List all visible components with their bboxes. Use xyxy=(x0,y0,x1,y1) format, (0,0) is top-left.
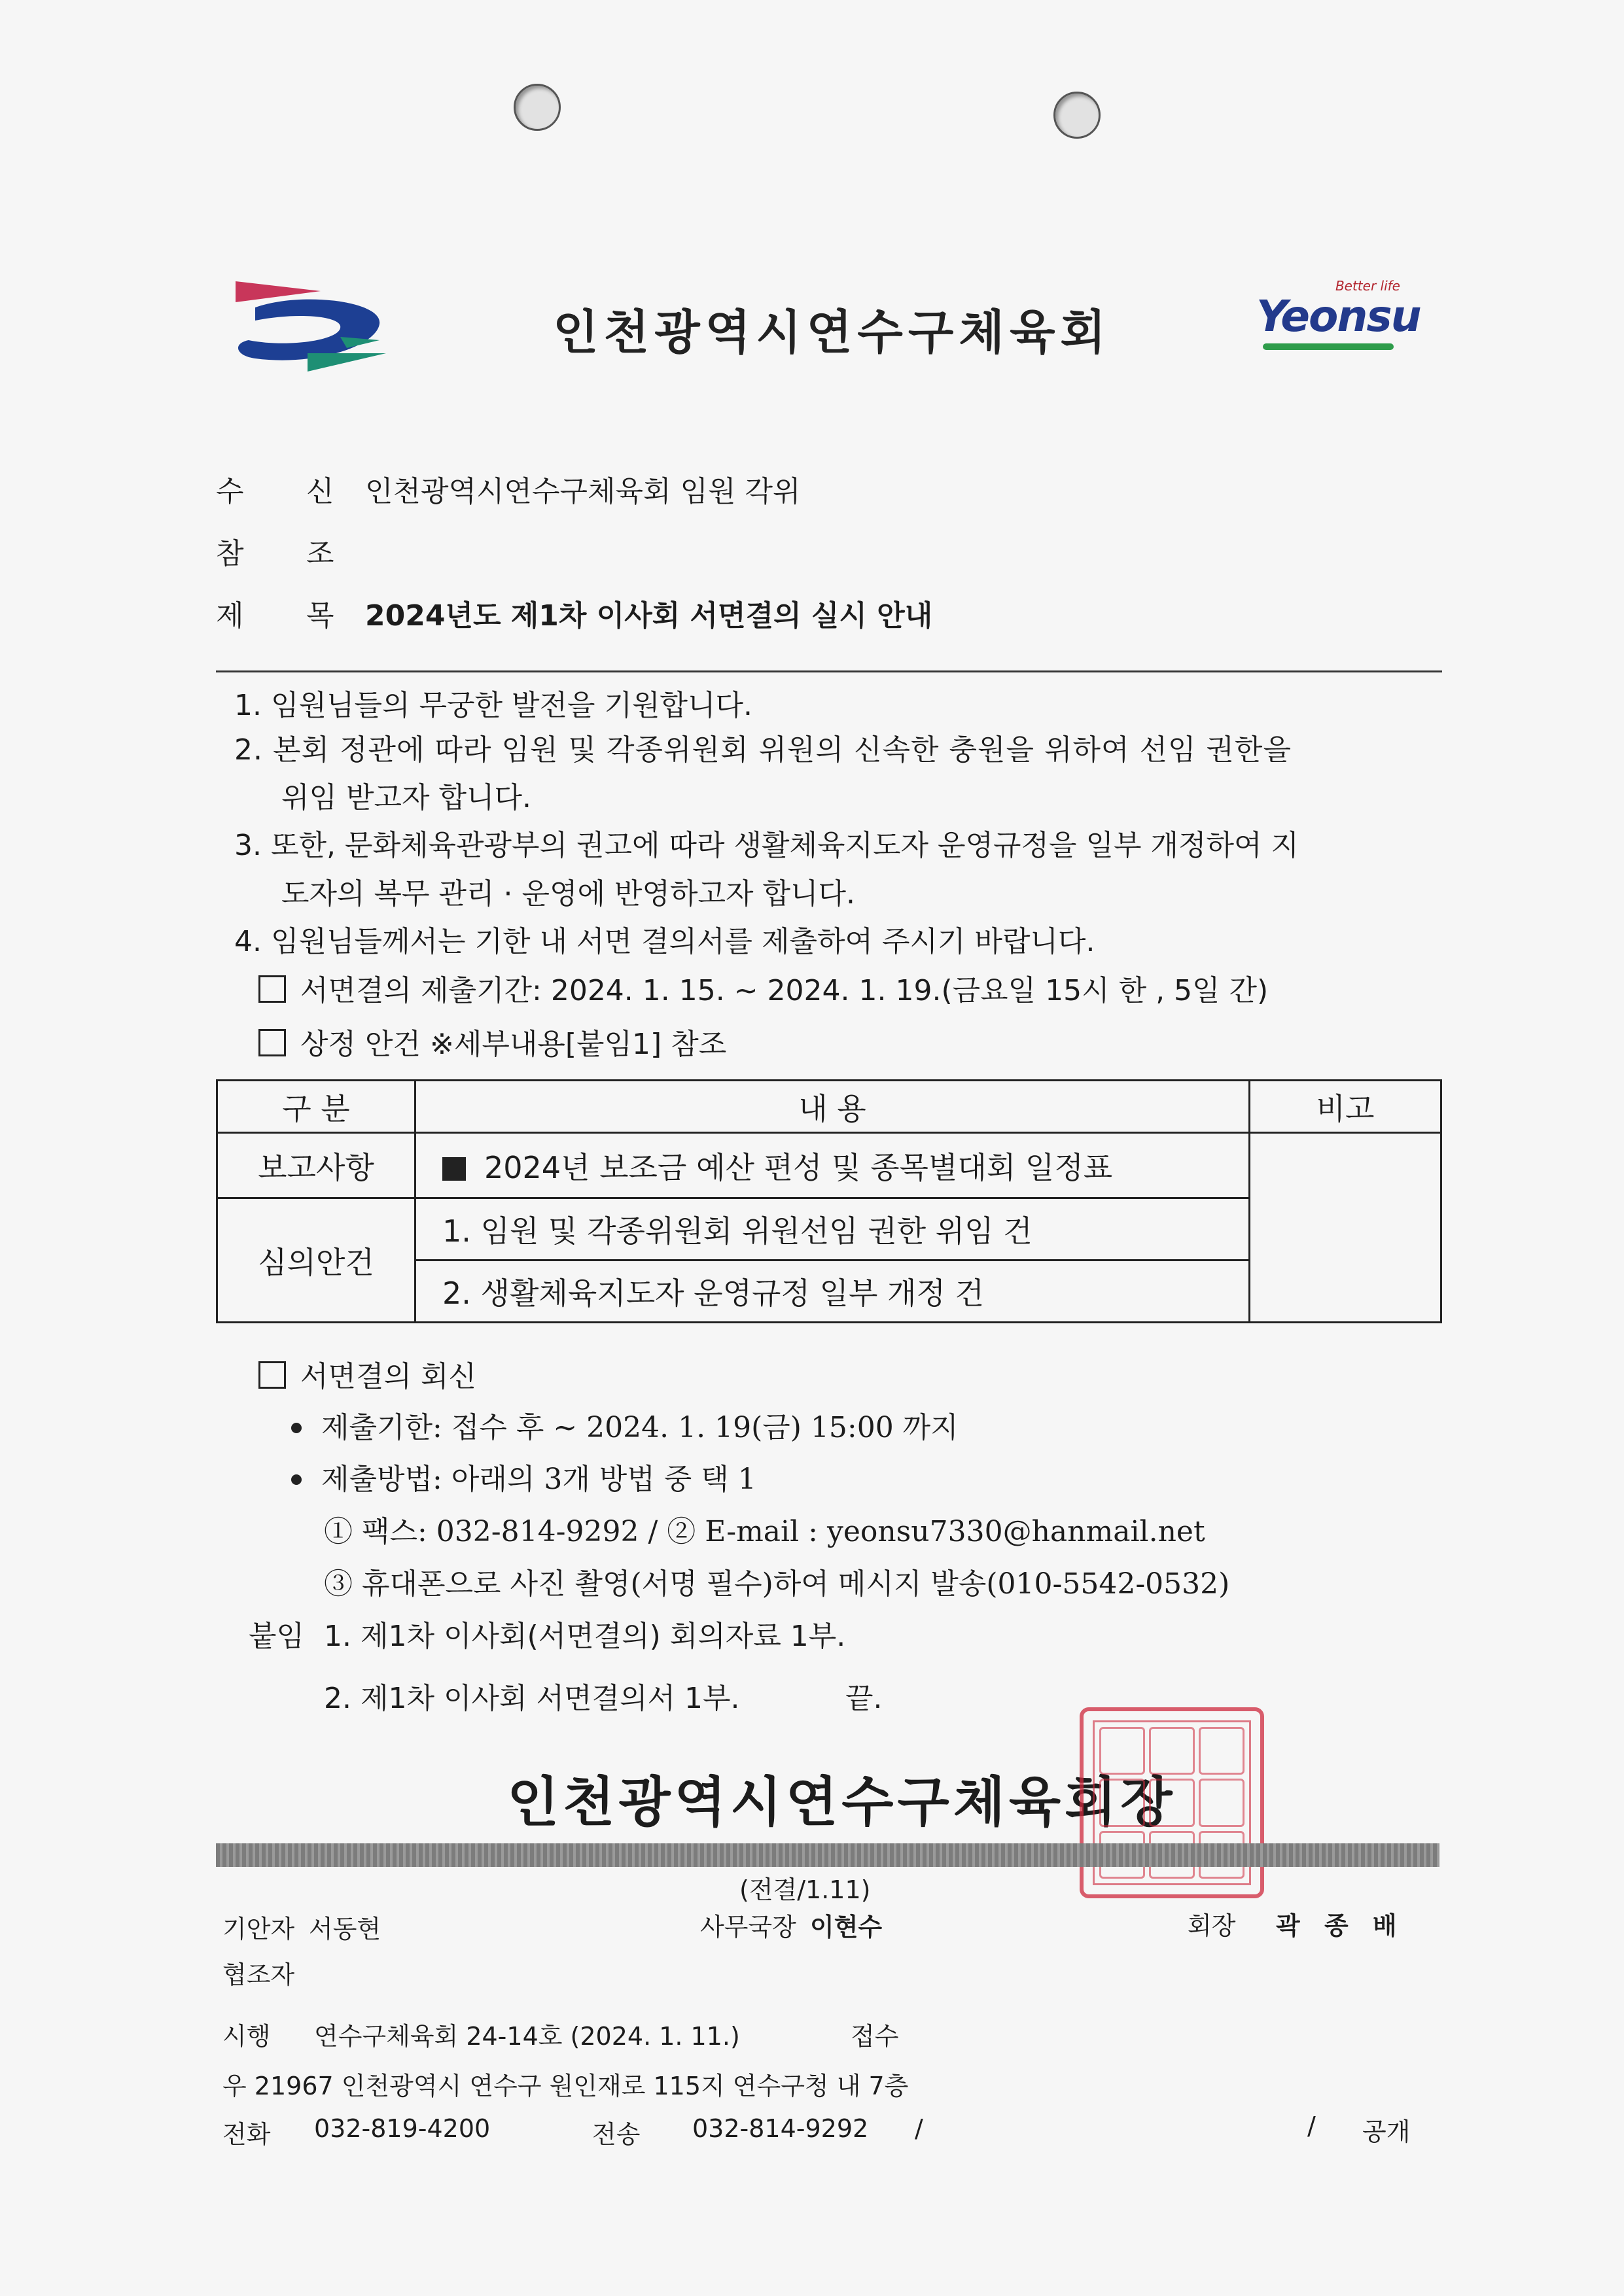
reference-label-1: 참 xyxy=(216,537,244,570)
bullet-icon xyxy=(291,1474,302,1485)
punch-hole-right xyxy=(1053,92,1101,139)
drafter-label: 기안자 xyxy=(222,1915,295,1943)
drafter-name: 서동현 xyxy=(309,1915,381,1943)
disclosure-status: 공개 xyxy=(1362,2117,1411,2146)
fax-label: 전송 xyxy=(592,2120,641,2149)
subject-label-1: 제 xyxy=(216,599,244,633)
yeonsu-logo xyxy=(1256,278,1421,357)
separator-slash-2: / xyxy=(1307,2112,1316,2140)
attachment-label: 붙임 xyxy=(249,1620,305,1653)
paragraph-2a: 2. 본회 정관에 따라 임원 및 각종위원회 위원의 신속한 충원을 위하여 선임 권한을 xyxy=(234,733,1292,767)
punch-hole-left xyxy=(514,84,561,131)
checkbox-icon xyxy=(258,1029,286,1056)
attachment-item-1: 1. 제1차 이사회(서면결의) 회의자료 1부. xyxy=(324,1620,846,1653)
reply-method-text: 제출방법: 아래의 3개 방법 중 택 1 xyxy=(321,1463,756,1496)
table-note-cell xyxy=(1250,1133,1441,1323)
agenda-text: 상정 안건 ※세부내용[붙임1] 참조 xyxy=(300,1028,727,1061)
separator-slash-1: / xyxy=(915,2114,923,2143)
secretary-label: 사무국장 xyxy=(700,1913,796,1941)
agenda-item xyxy=(258,1020,726,1062)
table-header-category: 구 분 xyxy=(217,1081,415,1133)
reply-option-fax-email: ① 팩스: 032-814-9292 / ② E-mail : yeonsu7330@hanmail.net xyxy=(324,1515,1205,1548)
secretary-name: 이현수 xyxy=(810,1913,883,1941)
table-row-review-content-2: 2. 생활체육지도자 운영규정 일부 개정 건 xyxy=(415,1261,1250,1323)
footer-gray-bar xyxy=(216,1843,1439,1867)
reference-label-2: 조 xyxy=(306,537,334,570)
table-row-report-content xyxy=(415,1133,1250,1198)
paragraph-1: 1. 임원님들의 무궁한 발전을 기원합니다. xyxy=(234,689,752,722)
agenda-table xyxy=(216,1079,1442,1323)
subject-label-2: 목 xyxy=(306,599,334,633)
reply-option-phone: ③ 휴대폰으로 사진 촬영(서명 필수)하여 메시지 발송(010-5542-0532) xyxy=(324,1567,1230,1601)
president-name: 곽 종 배 xyxy=(1276,1911,1405,1940)
checkbox-icon xyxy=(258,1361,286,1389)
table-header-note: 비고 xyxy=(1250,1081,1441,1133)
president-label: 회장 xyxy=(1188,1911,1236,1940)
recipient-label-2: 신 xyxy=(306,475,334,508)
official-seal-stamp xyxy=(1080,1707,1264,1898)
reply-section-title xyxy=(258,1353,476,1395)
phone-label: 전화 xyxy=(222,2120,271,2149)
table-header-content: 내 용 xyxy=(415,1081,1250,1133)
reply-title-text: 서면결의 회신 xyxy=(300,1360,477,1393)
yeonsu-logo-swoosh xyxy=(1263,343,1394,350)
paragraph-2b: 위임 받고자 합니다. xyxy=(281,781,531,814)
table-row-report-category: 보고사항 xyxy=(217,1133,415,1198)
org-emblem-logo xyxy=(229,275,393,373)
receipt-label: 접수 xyxy=(851,2022,899,2051)
phone-value: 032-819-4200 xyxy=(314,2114,491,2143)
paragraph-3a: 3. 또한, 문화체육관광부의 권고에 따라 생활체육지도자 운영규정을 일부 개정하여 지 xyxy=(234,829,1299,862)
yeonsu-logo-word: Yeonsu xyxy=(1256,291,1421,341)
enforce-value: 연수구체육회 24-14호 (2024. 1. 11.) xyxy=(314,2022,740,2051)
reply-deadline-text: 제출기한: 접수 후 ~ 2024. 1. 19(금) 15:00 까지 xyxy=(321,1411,959,1444)
reply-method xyxy=(291,1455,756,1497)
attachment-item-2: 2. 제1차 이사회 서면결의서 1부. xyxy=(324,1682,740,1715)
header-divider xyxy=(216,670,1442,672)
approval-note: (전결/1.11) xyxy=(739,1875,871,1904)
checkbox-icon xyxy=(258,975,286,1003)
reply-deadline xyxy=(291,1404,959,1446)
enforce-label: 시행 xyxy=(222,2022,271,2051)
postal-address: 우 21967 인천광역시 연수구 원인재로 115지 연수구청 내 7층 xyxy=(222,2072,909,2100)
yeonsu-logo-tagline: Better life xyxy=(1335,278,1400,294)
paragraph-4: 4. 임원님들께서는 기한 내 서면 결의서를 제출하여 주시기 바랍니다. xyxy=(234,925,1095,958)
table-row-review-category: 심의안건 xyxy=(217,1198,415,1323)
attachment-end: 끝. xyxy=(845,1682,883,1715)
issuer-name: 인천광역시연수구체육회장 xyxy=(507,1771,1176,1834)
report-content-text: 2024년 보조금 예산 편성 및 종목별대회 일정표 xyxy=(484,1149,1113,1185)
org-title: 인천광역시연수구체육회 xyxy=(553,305,1112,360)
cooperator-label: 협조자 xyxy=(222,1960,295,1989)
recipient-label-1: 수 xyxy=(216,475,244,508)
submission-period-text: 서면결의 제출기간: 2024. 1. 15. ~ 2024. 1. 19.(금요일 15시 한 , 5일 간) xyxy=(300,974,1269,1007)
table-row-review-content-1: 1. 임원 및 각종위원회 위원선임 권한 위임 건 xyxy=(415,1198,1250,1261)
recipient-value: 인천광역시연수구체육회 임원 각위 xyxy=(365,475,801,508)
paragraph-3b: 도자의 복무 관리 · 운영에 반영하고자 합니다. xyxy=(281,877,855,911)
fax-value: 032-814-9292 xyxy=(692,2114,869,2143)
bullet-icon xyxy=(291,1423,302,1433)
submission-period-item xyxy=(258,967,1268,1009)
subject-value: 2024년도 제1차 이사회 서면결의 실시 안내 xyxy=(365,599,933,633)
filled-square-icon xyxy=(442,1157,466,1181)
